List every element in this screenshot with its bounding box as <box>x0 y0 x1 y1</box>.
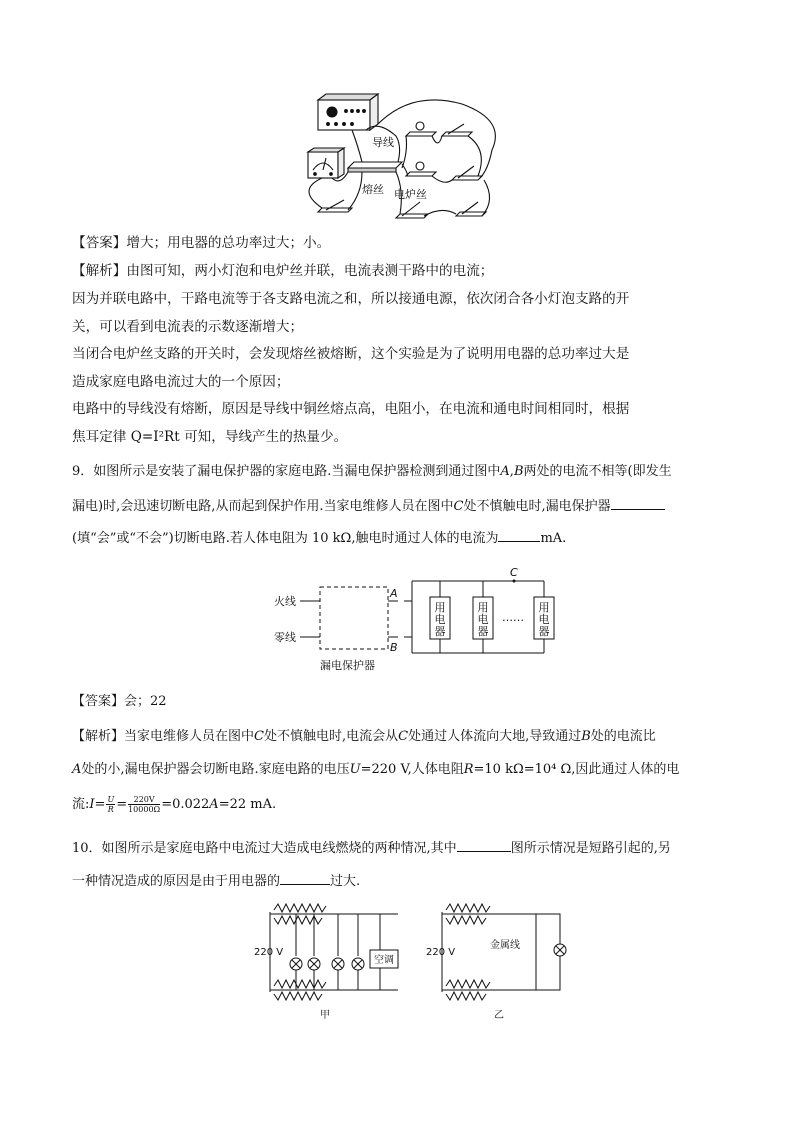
wire-burning-figures <box>250 900 580 1024</box>
q9-question-line-3: (填“会”或“不会”)切断电路.若人体电阻为 10 kΩ,触电时通过人体的电流为 mA. <box>72 527 566 549</box>
svg-text:电: 电 <box>538 613 550 626</box>
point-C-label: C <box>510 566 518 579</box>
svg-text:电: 电 <box>477 613 489 626</box>
answer-tag: 【答案】 <box>72 235 127 251</box>
answer-blank <box>498 527 540 542</box>
svg-text:器: 器 <box>538 625 550 638</box>
q9-question-line-2: 漏电)时,会迅速切断电路,从而起到保护作用.当家电维修人员在图中C处不慎触电时,漏电保护器 <box>72 495 665 517</box>
fraction-voltage-over-resistance: $\frac{220V}{10000\Omega}$ <box>128 795 161 814</box>
live-wire-label: 火线 <box>274 595 296 608</box>
neutral-wire-label: 零线 <box>274 631 296 644</box>
q9-analysis-line-1: 【解析】当家电维修人员在图中C处不慎触电时,电流会从C处通过人体流向大地,导致通过B处的电流比 <box>72 729 656 744</box>
q8-answer <box>72 233 330 253</box>
appliance-n-label: 用 <box>538 601 550 614</box>
ellipsis: …… <box>502 611 524 624</box>
q8-analysis-line-1: 【解析】由图可知，两小灯泡和电炉丝并联，电流表测干路中的电流； <box>72 263 494 279</box>
appliance-2-label: 用 <box>477 601 489 614</box>
q9-analysis-line-3: 流:I= $\frac{U}{R}$ = $\frac{220V}{10000\Omega}$ =0.022A=22 mA. <box>72 795 277 814</box>
q9-answer: 【答案】会；22 <box>72 694 167 709</box>
q10-question-line-2: 一种情况造成的原因是由于用电器的 过大. <box>72 870 360 892</box>
fuse-experiment-figure <box>292 90 512 232</box>
point-A-label: A <box>390 587 398 600</box>
metal-wire-label: 金属线 <box>490 940 520 951</box>
svg-text:器: 器 <box>477 625 489 638</box>
answer-text: 增大；用电器的总功率过大；小。 <box>126 235 331 251</box>
leakage-protector-circuit <box>268 565 558 677</box>
q8-analysis-line-6: 电路中的导线没有熔断，原因是导线中铜丝熔点高，电阻小，在电流和通电时间相同时，根据 <box>72 401 630 417</box>
q9-question-line-1: 9．如图所示是安装了漏电保护器的家庭电路.当漏电保护器检测到通过图中A,B两处的电流不相等(即发生 <box>72 464 672 479</box>
heater-label: 电炉丝 <box>394 188 427 201</box>
caption-jia: 甲 <box>320 1010 330 1021</box>
protector-label: 漏电保护器 <box>320 659 375 672</box>
q8-analysis-line-4: 当闭合电炉丝支路的开关时，会发现熔丝被熔断，这个实验是为了说明用电器的总功率过大是 <box>72 346 630 362</box>
answer-blank <box>611 495 665 510</box>
svg-text:电: 电 <box>434 613 446 626</box>
point-B-label: B <box>390 641 398 654</box>
q10-question-line-1: 10．如图所示是家庭电路中电流过大造成电线燃烧的两种情况,其中 图所示情况是短路引起的,另 <box>72 837 671 859</box>
appliance-1-label: 用 <box>434 601 446 614</box>
q8-analysis-line-7: 焦耳定律 Q=I²Rt 可知，导线产生的热量少。 <box>72 429 348 445</box>
q8-analysis-line-3: 关，可以看到电流表的示数逐渐增大； <box>72 319 304 335</box>
aircon-label: 空调 <box>374 955 394 966</box>
analysis-tag: 【解析】 <box>72 263 127 279</box>
voltage-label-left: 220 V <box>254 947 284 958</box>
wire-label: 导线 <box>372 136 394 149</box>
voltage-label-right: 220 V <box>426 947 456 958</box>
answer-blank <box>280 870 330 885</box>
fraction-U-over-R: $\frac{U}{R}$ <box>107 795 115 814</box>
q9-analysis-line-2: A处的小,漏电保护器会切断电路.家庭电路的电压U=220 V,人体电阻R=10 kΩ=10⁴ Ω,因此通过人体的电 <box>72 762 680 777</box>
svg-text:器: 器 <box>434 625 446 638</box>
answer-blank <box>457 837 511 852</box>
q8-analysis-line-5: 造成家庭电路电流过大的一个原因； <box>72 374 290 390</box>
fuse-label: 熔丝 <box>362 183 384 196</box>
caption-yi: 乙 <box>494 1010 504 1021</box>
q8-analysis-line-2: 因为并联电路中，干路电流等于各支路电流之和，所以接通电源，依次闭合各小灯泡支路的开 <box>72 291 630 307</box>
